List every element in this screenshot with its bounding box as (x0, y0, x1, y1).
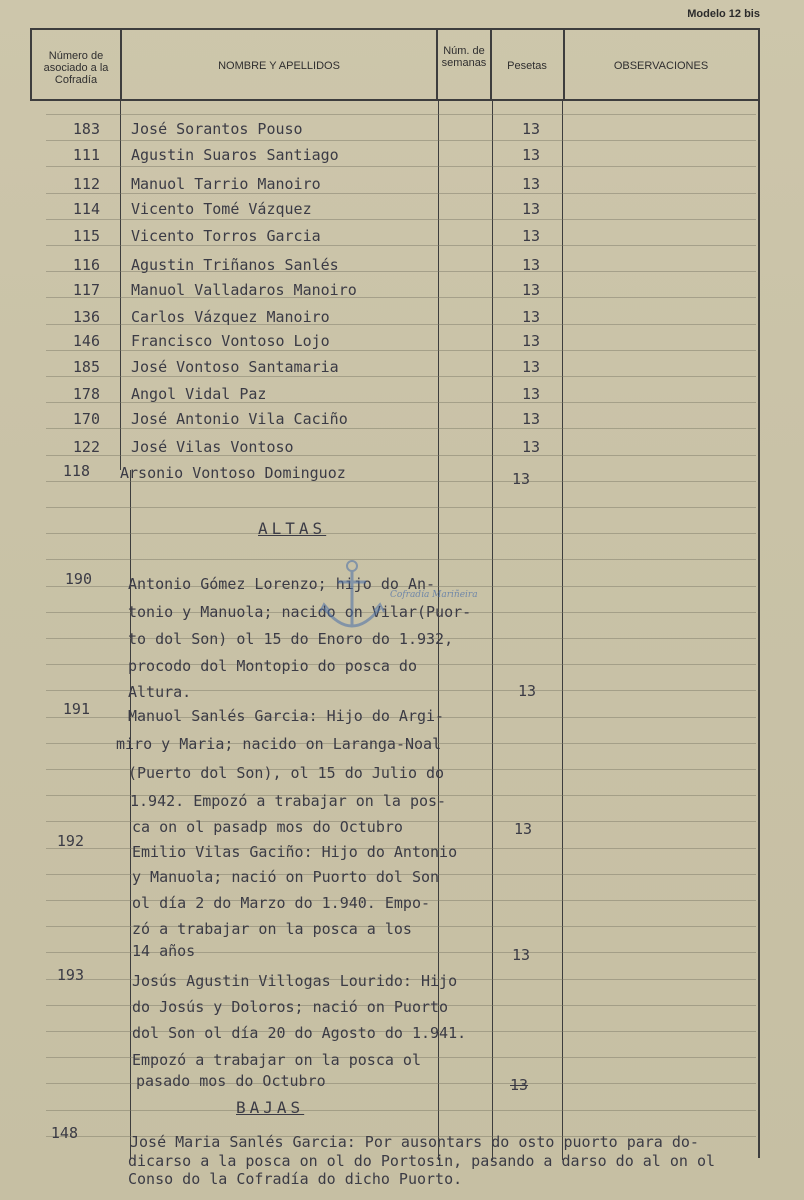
entry-line: José Maria Sanlés Garcia: Por ausontars do osto puorto para do- (130, 1133, 699, 1151)
entry-line: miro y Maria; nacido on Laranga-Noal (116, 735, 442, 753)
entry-line: zó a trabajar on la posca a los (132, 920, 412, 938)
entry-number: 193 (56, 966, 84, 984)
member-pesetas: 13 (522, 146, 541, 164)
entry-line: Josús Agustin Villogas Lourido: Hijo (132, 972, 458, 990)
member-name: Manuol Tarrio Manoiro (131, 175, 321, 193)
member-pesetas: 13 (522, 175, 541, 193)
member-name: Vicento Tomé Vázquez (131, 200, 312, 218)
member-pesetas: 13 (512, 470, 531, 488)
member-name: Agustin Suaros Santiago (131, 146, 339, 164)
member-number: 118 (62, 462, 90, 480)
entry-line: tonio y Manuola; nacido on Vilar(Puor- (128, 603, 472, 621)
member-name: José Sorantos Pouso (131, 120, 303, 138)
member-name: Carlos Vázquez Manoiro (131, 308, 330, 326)
member-pesetas: 13 (522, 385, 541, 403)
ruled-line (46, 1110, 756, 1111)
table-right-border (758, 28, 760, 1158)
entry-pesetas: 13 (514, 820, 533, 838)
entry-number: 192 (56, 832, 84, 850)
member-number: 115 (72, 227, 100, 245)
entry-line: pasado mos do Octubro (136, 1072, 326, 1090)
body-col-line-1 (120, 100, 121, 470)
member-number: 170 (72, 410, 100, 428)
entry-line: do Josús y Doloros; nació on Puorto (132, 998, 449, 1016)
member-number: 146 (72, 332, 100, 350)
entry-number: 148 (50, 1124, 78, 1142)
member-name: Agustin Triñanos Sanlés (131, 256, 339, 274)
ruled-line (46, 428, 756, 429)
member-number: 122 (72, 438, 100, 456)
member-number: 183 (72, 120, 100, 138)
bajas-heading: BAJAS (236, 1098, 305, 1117)
member-pesetas: 13 (522, 120, 541, 138)
entry-line: Empozó a trabajar on la posca ol (132, 1051, 421, 1069)
member-number: 116 (72, 256, 100, 274)
member-number: 114 (72, 200, 100, 218)
ruled-line (46, 114, 756, 115)
member-number: 136 (72, 308, 100, 326)
member-pesetas: 13 (522, 332, 541, 350)
entry-line: ol día 2 do Marzo do 1.940. Empo- (132, 894, 431, 912)
member-name: Arsonio Vontoso Dominguoz (120, 464, 346, 482)
entry-pesetas: 13 (510, 1076, 529, 1094)
altas-heading: ALTAS (258, 519, 327, 538)
header-pesetas: Pesetas (507, 60, 547, 72)
member-pesetas: 13 (522, 410, 541, 428)
table-header-border (30, 99, 760, 101)
entry-line: ca on ol pasadp mos do Octubro (132, 818, 403, 836)
member-name: José Vilas Vontoso (131, 438, 294, 456)
entry-number: 191 (62, 700, 90, 718)
entry-pesetas: 13 (512, 946, 531, 964)
ruled-line (46, 140, 756, 141)
ruled-line (46, 533, 756, 534)
entry-line: 14 años (132, 942, 196, 960)
entry-line: dol Son ol día 20 do Agosto do 1.941. (132, 1024, 467, 1042)
ruled-line (46, 193, 756, 194)
member-pesetas: 13 (522, 281, 541, 299)
member-number: 185 (72, 358, 100, 376)
entry-line: to dol Son) ol 15 do Enoro do 1.932, (128, 630, 454, 648)
member-name: José Vontoso Santamaria (131, 358, 339, 376)
member-number: 111 (72, 146, 100, 164)
entry-line: 1.942. Empozó a trabajar on la pos- (130, 792, 447, 810)
entry-pesetas: 13 (518, 682, 537, 700)
ruled-line (46, 559, 756, 560)
entry-line: Conso do la Cofradía do dicho Puorto. (128, 1170, 463, 1188)
member-number: 112 (72, 175, 100, 193)
table-top-border (30, 28, 760, 30)
entry-line: dicarso a la posca on ol do Portosin, pasando a darso do al on ol (128, 1152, 715, 1170)
member-pesetas: 13 (522, 308, 541, 326)
member-number: 178 (72, 385, 100, 403)
ruled-line (46, 219, 756, 220)
entry-line: Antonio Gómez Lorenzo; hijo do An- (128, 575, 436, 593)
member-pesetas: 13 (522, 438, 541, 456)
body-col-line-4 (562, 100, 563, 1160)
stamp-text: Cofradía Mariñeira (390, 590, 478, 600)
member-pesetas: 13 (522, 358, 541, 376)
ruled-line (46, 350, 756, 351)
header-nombre: NOMBRE Y APELLIDOS (218, 60, 340, 72)
entry-number: 190 (64, 570, 92, 588)
model-label: Modelo 12 bis (687, 8, 760, 20)
ruled-line (46, 245, 756, 246)
member-name: Francisco Vontoso Lojo (131, 332, 330, 350)
anchor-stamp-icon (312, 556, 392, 640)
header-numero: Número de asociado a la Cofradía (43, 50, 109, 86)
ruled-line (46, 507, 756, 508)
entry-line: Manuol Sanlés Garcia: Hijo do Argi- (128, 707, 445, 725)
entry-line: Emilio Vilas Gaciño: Hijo do Antonio (132, 843, 458, 861)
entry-line: Altura. (128, 683, 192, 701)
entry-line: (Puerto dol Son), ol 15 do Julio do (128, 764, 445, 782)
member-name: Angol Vidal Paz (131, 385, 267, 403)
member-name: Manuol Valladaros Manoiro (131, 281, 357, 299)
entry-line: y Manuola; nació on Puorto dol Son (132, 868, 440, 886)
body-col-line-3 (492, 100, 493, 1160)
header-semanas: Núm. de semanas (441, 45, 487, 69)
ruled-line (46, 376, 756, 377)
member-name: Vicento Torros Garcia (131, 227, 321, 245)
entry-line: procodo dol Montopio do posca do (128, 657, 417, 675)
ruled-line (46, 166, 756, 167)
header-observaciones: OBSERVACIONES (613, 60, 709, 72)
member-pesetas: 13 (522, 256, 541, 274)
member-number: 117 (72, 281, 100, 299)
member-pesetas: 13 (522, 227, 541, 245)
member-name: José Antonio Vila Caciño (131, 410, 348, 428)
member-pesetas: 13 (522, 200, 541, 218)
